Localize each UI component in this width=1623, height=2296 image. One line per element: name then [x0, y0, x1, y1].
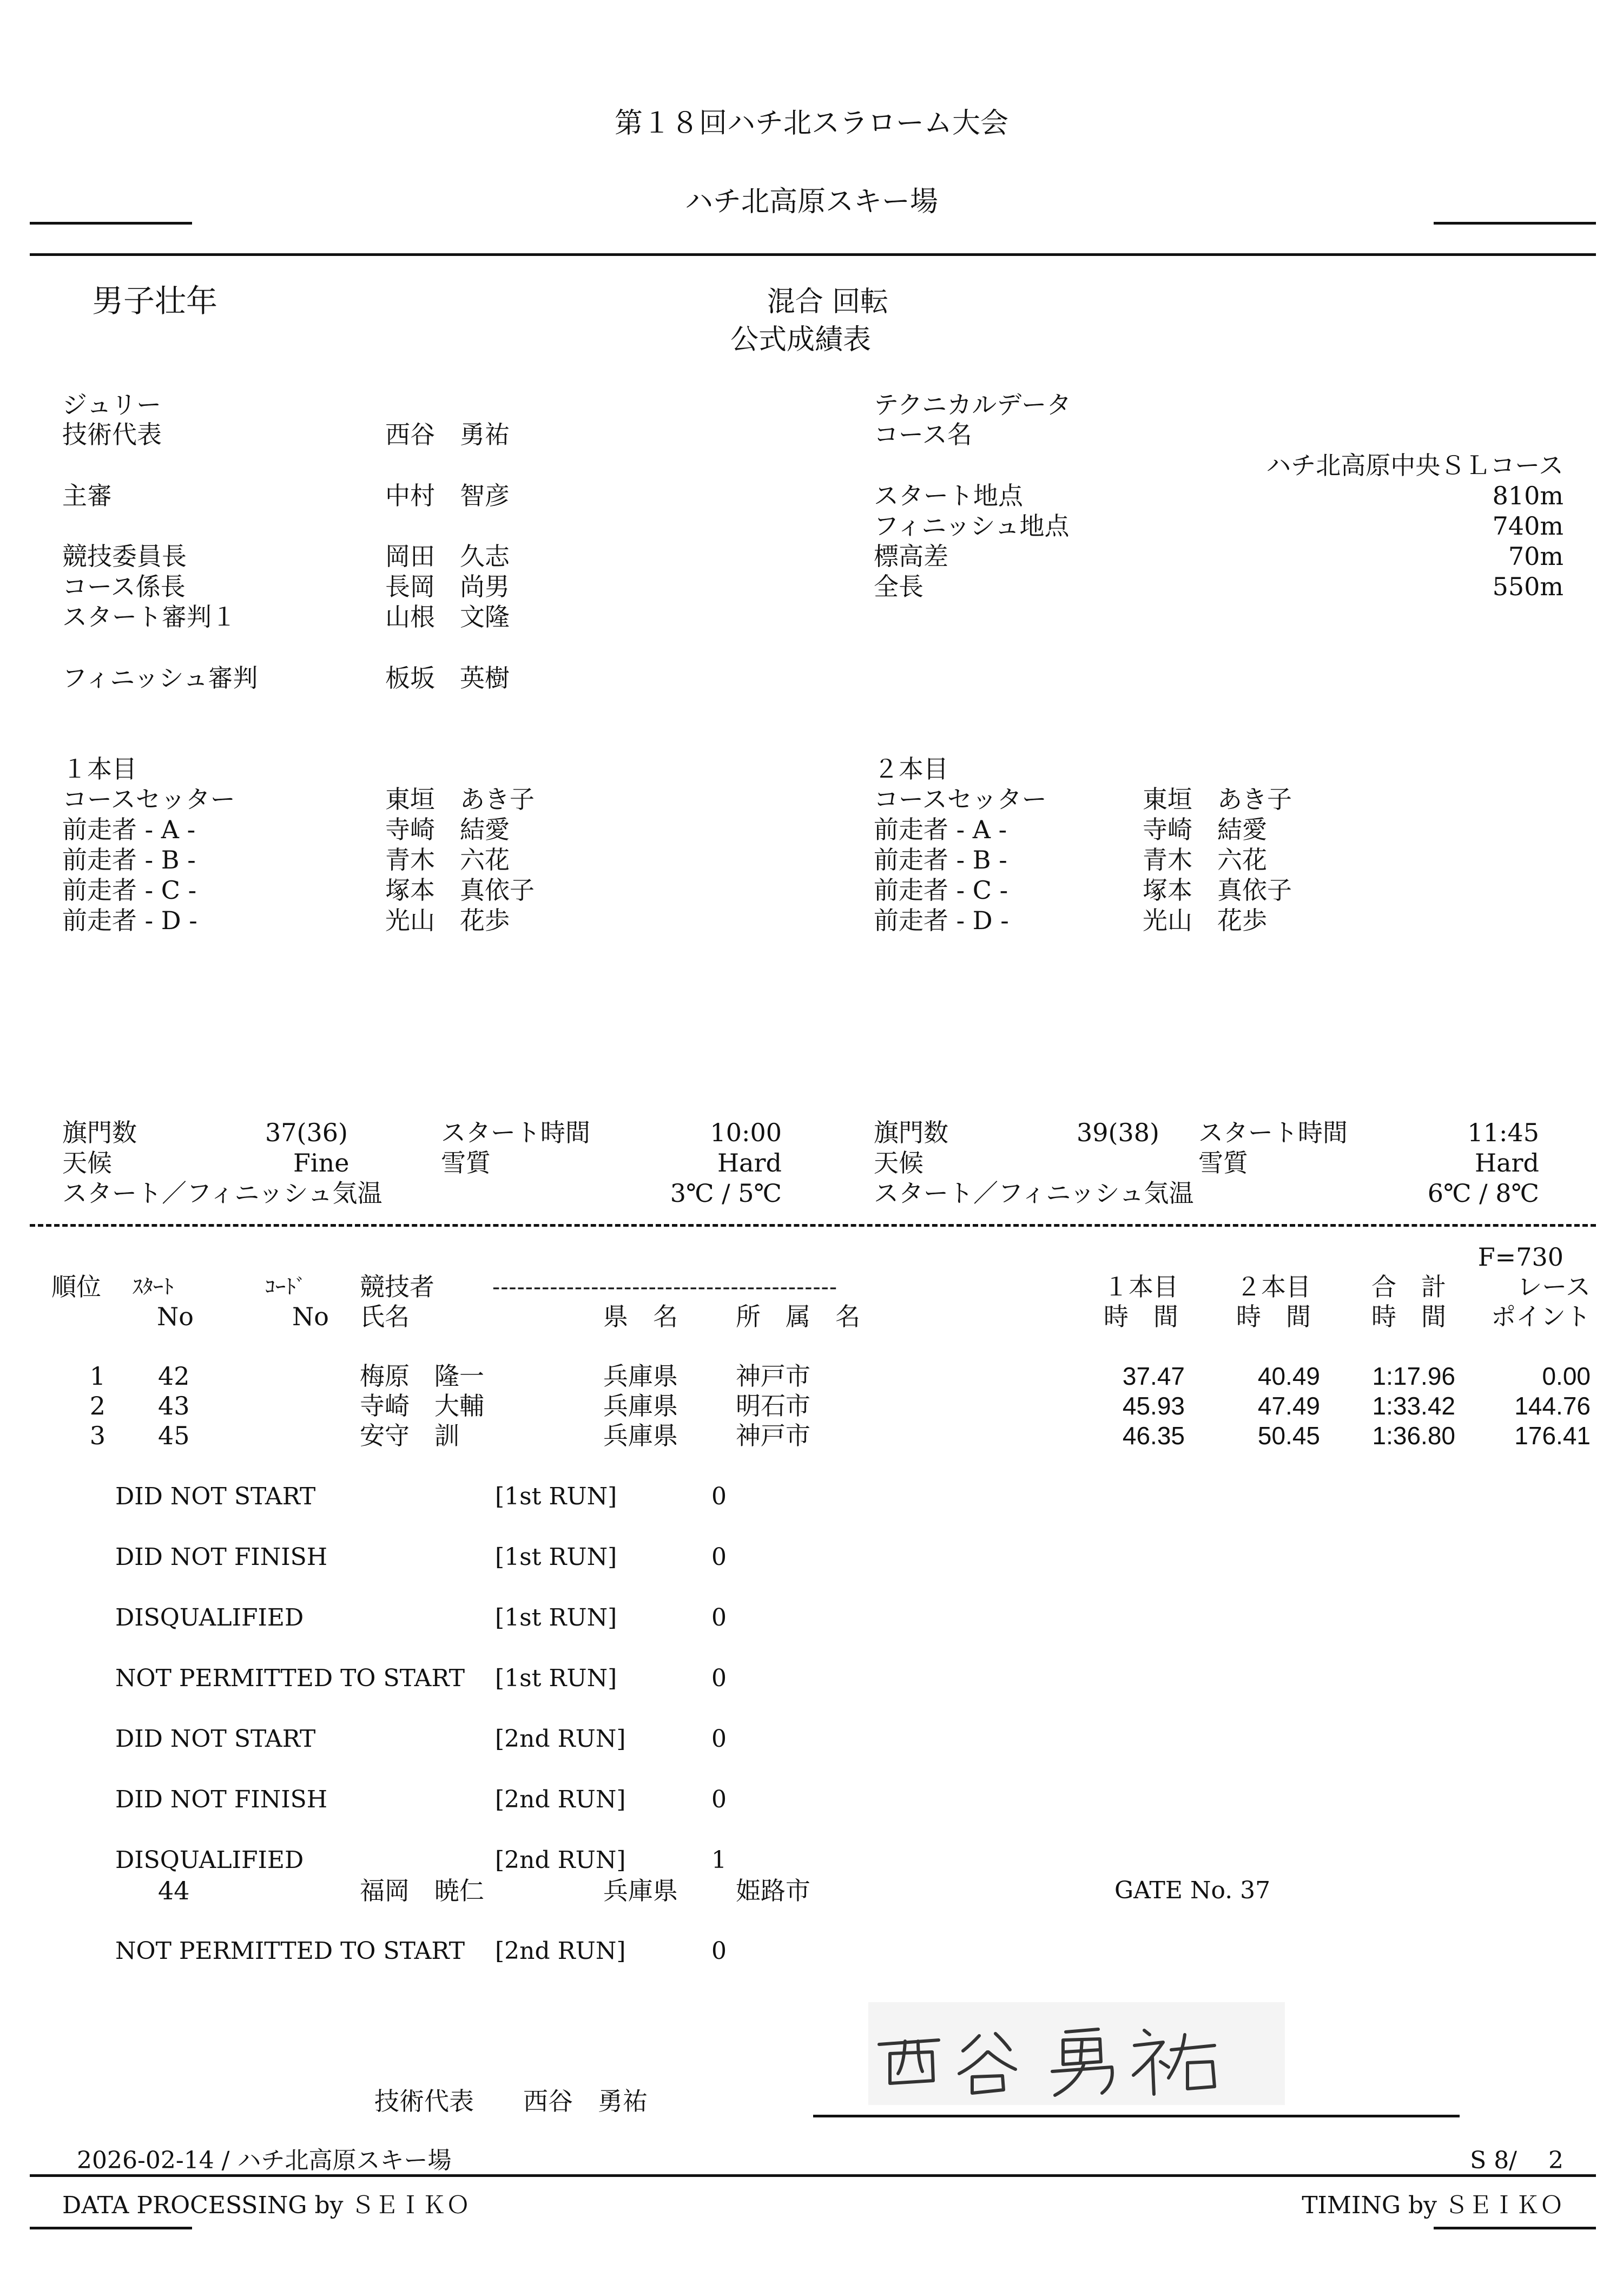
- jury-title: ジュリー: [62, 390, 162, 419]
- gates-value: 37(36): [265, 1118, 348, 1147]
- jury-name: 西谷 勇祐: [385, 420, 510, 449]
- signature-label: 技術代表: [374, 2087, 474, 2116]
- header-club: 所 属 名: [736, 1302, 860, 1331]
- weather-label: 天候: [874, 1148, 923, 1177]
- pref-cell: 兵庫県: [603, 1391, 678, 1420]
- technical-label: スタート地点: [874, 481, 1023, 510]
- dsq-pref: 兵庫県: [603, 1876, 678, 1905]
- dsq-gate-note: GATE No. 37: [1114, 1877, 1271, 1904]
- status-count: 0: [711, 1604, 727, 1631]
- status-run: [2nd RUN]: [495, 1725, 626, 1753]
- footer-timing: TIMING by ＳＥＩＫＯ: [1302, 2192, 1563, 2219]
- points-cell: 0.00: [1542, 1362, 1591, 1390]
- jury-name: 山根 文隆: [385, 602, 510, 631]
- weather-label: 天候: [62, 1148, 112, 1177]
- jury-role: スタート審判１: [62, 602, 236, 631]
- run2-name: 塚本 真依子: [1143, 876, 1292, 905]
- status-count: 0: [711, 1937, 727, 1965]
- bib-cell: 43: [158, 1391, 190, 1420]
- temperature-label: スタート／フィニッシュ気温: [874, 1179, 1194, 1208]
- rank-cell: 1: [89, 1361, 105, 1391]
- jury-role: フィニッシュ審判: [62, 663, 258, 693]
- start-time-label: スタート時間: [441, 1118, 590, 1147]
- start-time-value: 10:00: [710, 1118, 782, 1147]
- technical-value: 550m: [1492, 572, 1563, 601]
- run1-name: 塚本 真依子: [385, 876, 535, 905]
- status-run: [2nd RUN]: [495, 1786, 626, 1813]
- venue-title: ハチ北高原スキー場: [684, 186, 938, 218]
- club-cell: 明石市: [736, 1391, 810, 1420]
- header-start: ｽﾀｰﾄ: [133, 1275, 174, 1299]
- footer-left-rule: [30, 2227, 192, 2229]
- run1-name: 青木 六花: [385, 845, 510, 874]
- status-label: DID NOT START: [115, 1483, 316, 1510]
- name-cell: 安守 訓: [360, 1421, 459, 1450]
- temperature-value: 3℃ / 5℃: [670, 1179, 782, 1208]
- header-total: 合 計: [1371, 1272, 1446, 1301]
- header-run2: ２本目: [1236, 1272, 1311, 1301]
- jury-role: 技術代表: [62, 420, 162, 449]
- course-name: ハチ北高原中央ＳＬコース: [1266, 451, 1563, 480]
- status-label: DID NOT FINISH: [115, 1786, 328, 1813]
- header-run1-sub: 時 間: [1104, 1302, 1178, 1331]
- run1-time-cell: 45.93: [1122, 1392, 1185, 1420]
- run1-role: 前走者 - A -: [62, 815, 196, 844]
- technical-label: 標高差: [874, 542, 948, 571]
- status-count: 0: [711, 1543, 727, 1571]
- signature-name: 西谷 勇祐: [523, 2087, 648, 2116]
- technical-value: 70m: [1508, 542, 1563, 571]
- header-run2-sub: 時 間: [1236, 1302, 1311, 1331]
- status-count: 0: [711, 1725, 727, 1753]
- status-count: 0: [711, 1483, 727, 1510]
- footer-right-rule: [1434, 2227, 1596, 2229]
- name-cell: 寺崎 大輔: [360, 1391, 484, 1420]
- header-points-sub: ポイント: [1491, 1302, 1591, 1331]
- header-total-sub: 時 間: [1371, 1302, 1446, 1331]
- status-label: DISQUALIFIED: [115, 1604, 304, 1631]
- run2-role: 前走者 - C -: [874, 876, 1008, 905]
- total-time-cell: 1:33.42: [1372, 1392, 1455, 1420]
- temperature-value: 6℃ / 8℃: [1427, 1179, 1539, 1208]
- run2-role: 前走者 - D -: [874, 906, 1009, 935]
- jury-role: コース係長: [62, 572, 186, 601]
- header-divider: [30, 253, 1596, 256]
- footer-divider: [30, 2174, 1596, 2177]
- technical-value: 740m: [1492, 511, 1563, 541]
- run2-name: 寺崎 結愛: [1143, 815, 1267, 844]
- signature-line: [813, 2115, 1460, 2117]
- rank-cell: 2: [89, 1391, 105, 1420]
- footer-page-number: S 8/ 2: [1470, 2147, 1563, 2174]
- technical-title: テクニカルデータ: [874, 390, 1072, 419]
- bib-cell: 42: [158, 1361, 190, 1391]
- run1-name: 寺崎 結愛: [385, 815, 510, 844]
- total-time-cell: 1:36.80: [1372, 1422, 1455, 1450]
- run1-role: コースセッター: [62, 785, 235, 814]
- status-label: DID NOT FINISH: [115, 1543, 328, 1571]
- status-count: 1: [711, 1846, 727, 1874]
- course-label: コース名: [874, 420, 972, 449]
- club-cell: 神戸市: [736, 1421, 810, 1450]
- run2-time-cell: 47.49: [1257, 1392, 1320, 1420]
- jury-name: 長岡 尚男: [385, 572, 510, 601]
- technical-label: 全長: [874, 572, 923, 601]
- status-count: 0: [711, 1665, 727, 1692]
- handwritten-signature: [868, 2002, 1285, 2105]
- run2-role: 前走者 - B -: [874, 845, 1007, 874]
- gates-label: 旗門数: [62, 1118, 137, 1147]
- run2-time-cell: 40.49: [1257, 1362, 1320, 1390]
- run1-role: 前走者 - D -: [62, 906, 197, 935]
- run2-role: 前走者 - A -: [874, 815, 1007, 844]
- start-time-label: スタート時間: [1198, 1118, 1348, 1147]
- header-code: ｺｰﾄﾞ: [265, 1275, 307, 1299]
- status-run: [1st RUN]: [495, 1604, 617, 1631]
- header-start-no: No: [157, 1302, 194, 1331]
- run2-name: 光山 花歩: [1143, 906, 1267, 935]
- snow-value: Hard: [717, 1148, 782, 1177]
- jury-name: 板坂 英樹: [385, 663, 510, 693]
- run1-time-cell: 46.35: [1122, 1422, 1185, 1450]
- status-count: 0: [711, 1786, 727, 1813]
- technical-value: 810m: [1492, 481, 1563, 510]
- run2-name: 東垣 あき子: [1143, 785, 1292, 814]
- dsq-club: 姫路市: [736, 1876, 810, 1905]
- temperature-label: スタート／フィニッシュ気温: [62, 1179, 382, 1208]
- jury-name: 岡田 久志: [385, 542, 510, 571]
- run1-title: １本目: [62, 754, 137, 784]
- bib-cell: 45: [158, 1421, 190, 1450]
- header-points: レース: [1517, 1272, 1591, 1301]
- run2-time-cell: 50.45: [1257, 1422, 1320, 1450]
- header-run1: １本目: [1104, 1272, 1178, 1301]
- status-run: [2nd RUN]: [495, 1846, 626, 1874]
- header-pref: 県 名: [603, 1302, 678, 1331]
- gates-value: 39(38): [1077, 1118, 1159, 1147]
- run1-role: 前走者 - C -: [62, 876, 197, 905]
- run2-title: ２本目: [874, 754, 948, 784]
- header-rank: 順位: [51, 1272, 101, 1301]
- status-run: [1st RUN]: [495, 1665, 617, 1692]
- run2-name: 青木 六花: [1143, 845, 1267, 874]
- status-label: DID NOT START: [115, 1725, 316, 1753]
- status-run: [1st RUN]: [495, 1543, 617, 1571]
- status-label: NOT PERMITTED TO START: [115, 1665, 465, 1692]
- jury-name: 中村 智彦: [385, 481, 510, 510]
- status-label: DISQUALIFIED: [115, 1846, 304, 1874]
- header-competitor: 競技者: [360, 1272, 434, 1301]
- header-dashes: ------------------------------------------: [492, 1273, 838, 1300]
- jury-role: 競技委員長: [62, 542, 187, 571]
- run2-role: コースセッター: [874, 785, 1047, 814]
- f-value: F=730: [1477, 1242, 1563, 1272]
- dsq-bib: 44: [158, 1876, 190, 1905]
- snow-label: 雪質: [1198, 1148, 1248, 1177]
- weather-value: Fine: [293, 1148, 349, 1177]
- total-time-cell: 1:17.96: [1372, 1362, 1455, 1390]
- gates-label: 旗門数: [874, 1118, 948, 1147]
- discipline-label: 混合 回転: [767, 286, 889, 318]
- run1-name: 光山 花歩: [385, 906, 510, 935]
- run1-name: 東垣 あき子: [385, 785, 535, 814]
- status-label: NOT PERMITTED TO START: [115, 1937, 465, 1965]
- name-cell: 梅原 隆一: [360, 1361, 484, 1391]
- status-run: [1st RUN]: [495, 1483, 617, 1510]
- footer-date-venue: 2026-02-14 / ハチ北高原スキー場: [77, 2147, 452, 2174]
- start-time-value: 11:45: [1467, 1118, 1539, 1147]
- category-label: 男子壮年: [92, 282, 218, 319]
- points-cell: 176.41: [1514, 1422, 1591, 1450]
- header-left-rule: [30, 222, 192, 225]
- conditions-divider: [30, 1224, 1596, 1227]
- jury-role: 主審: [62, 481, 112, 510]
- pref-cell: 兵庫県: [603, 1361, 678, 1391]
- header-right-rule: [1434, 222, 1596, 225]
- footer-data-processing: DATA PROCESSING by ＳＥＩＫＯ: [62, 2192, 470, 2219]
- status-run: [2nd RUN]: [495, 1937, 626, 1965]
- dsq-name: 福岡 暁仁: [360, 1876, 484, 1905]
- snow-value: Hard: [1475, 1148, 1539, 1177]
- event-title: 第１８回ハチ北スラローム大会: [614, 107, 1008, 140]
- snow-label: 雪質: [441, 1148, 491, 1177]
- points-cell: 144.76: [1514, 1392, 1591, 1420]
- header-name: 氏名: [360, 1302, 410, 1331]
- header-code-no: No: [292, 1302, 329, 1331]
- run1-time-cell: 37.47: [1122, 1362, 1185, 1390]
- doc-type-label: 公式成績表: [730, 324, 871, 356]
- pref-cell: 兵庫県: [603, 1421, 678, 1450]
- rank-cell: 3: [89, 1421, 105, 1450]
- run1-role: 前走者 - B -: [62, 845, 196, 874]
- club-cell: 神戸市: [736, 1361, 810, 1391]
- technical-label: フィニッシュ地点: [874, 511, 1070, 541]
